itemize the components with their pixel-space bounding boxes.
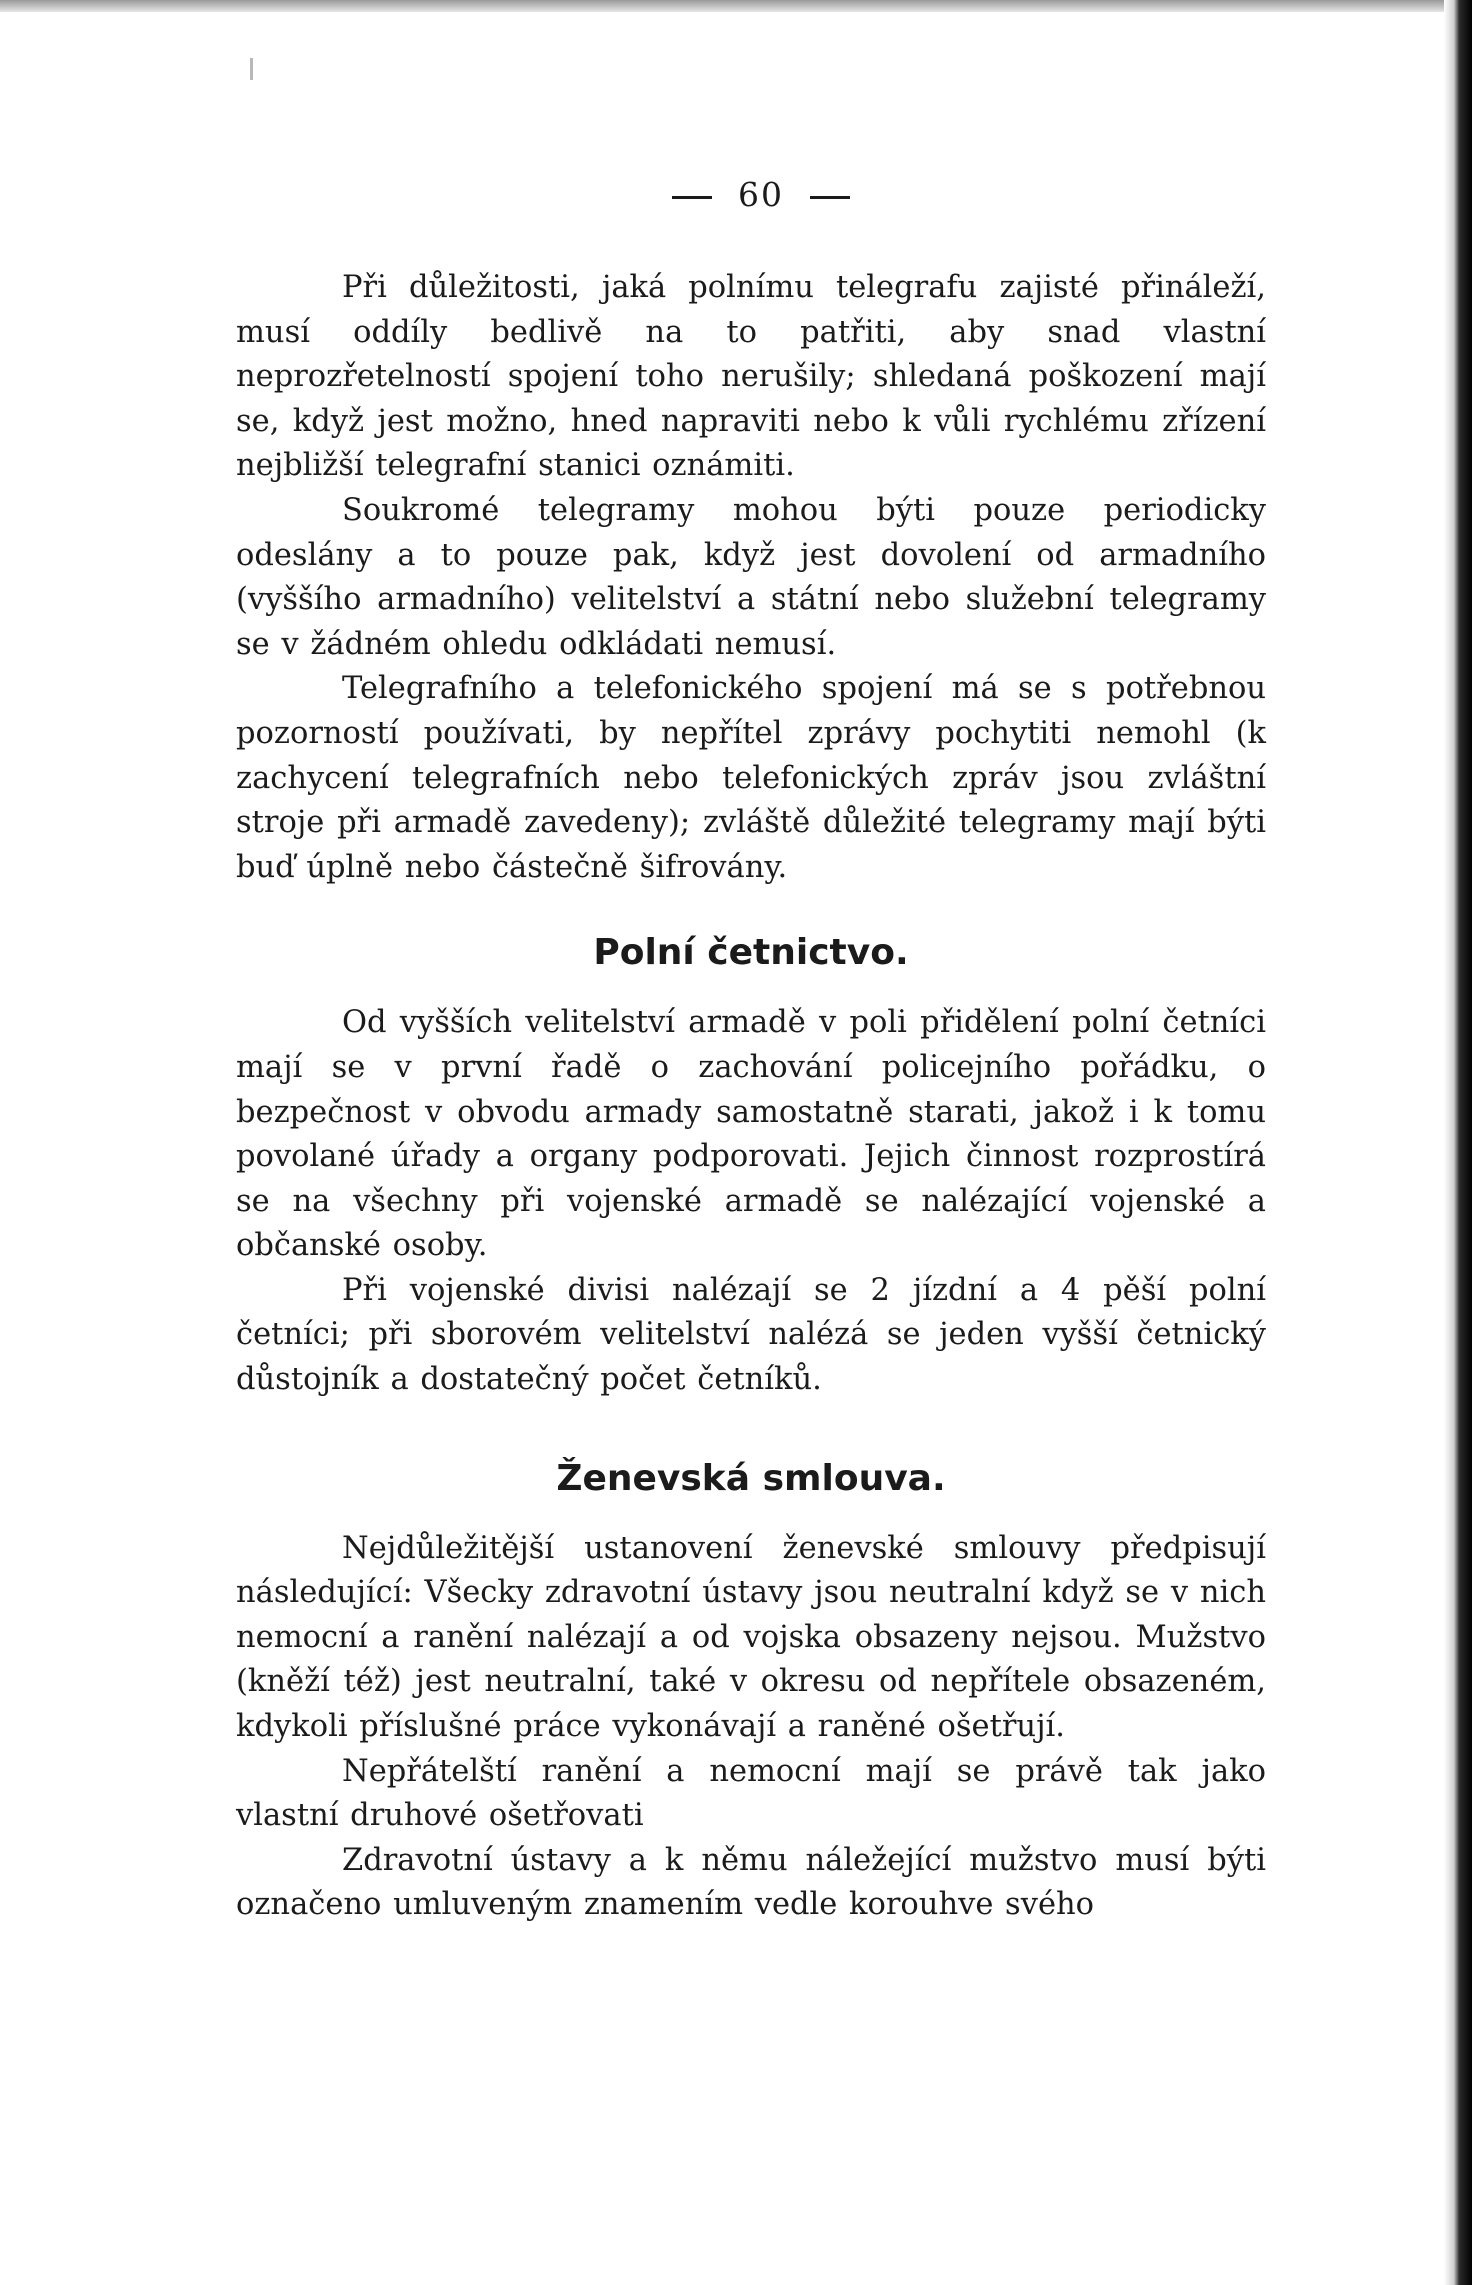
paragraph: Při vojenské divisi nalézají se 2 jízdní a 4 pěší polní četníci; při sborovém velitelství nalézá se jeden vyšší četnický důstojník a dostatečný počet četníků. (236, 1272, 1266, 1398)
page-number-line (256, 175, 1266, 214)
page-number-dash-right (810, 196, 850, 199)
paragraph: Nejdůležitější ustanovení ženevské smlouvy předpisují následující: Všecky zdravotní ústavy jsou neutralní když se v nich nemocní a ranění nalézají a od vojska obsazeny nejsou. Mužstvo (kněží též) jest neutralní, také v okresu od nepřítele obsazeném, kdykoli příslušné práce vykonávají a raněné ošetřují. (236, 1530, 1266, 1745)
page-number: 60 (738, 175, 784, 214)
paragraph: Při důležitosti, jaká polnímu telegrafu zajisté přináleží, musí oddíly bedlivě na to patřiti, aby snad vlastní neprozřetelností spojení toho nerušily; shledaná poškození mají se, když jest možno, hned napraviti nebo k vůli rychlému zřízení nejbližší telegrafní stanici oznámiti. (236, 270, 1266, 484)
section-heading-zenevska-smlouva: Ženevská smlouva. (556, 1457, 946, 1499)
section-polni-cetnictvo (236, 1001, 1266, 1402)
paragraph: Zdravotní ústavy a k němu náležející mužstvo musí býti označeno umluveným znamením vedle korouhve svého (236, 1842, 1266, 1923)
scan-edge-right (1444, 0, 1472, 2285)
page-body (236, 175, 1266, 1928)
paragraph: Telegrafního a telefonického spojení má se s potřebnou pozorností používati, by nepřítel zprávy pochytiti nemohl (k zachycení telegrafních nebo telefonických zpráv jsou zvláštní stroje při armadě zavedeny); zvláště důležité telegramy mají býti buď úplně nebo částečně šifrovány. (236, 671, 1266, 885)
scan-mark (250, 58, 253, 80)
section-zenevska-smlouva (236, 1527, 1266, 1928)
paragraph: Nepřátelští ranění a nemocní mají se právě tak jako vlastní druhové ošetřovati (236, 1753, 1266, 1834)
paragraph: Od vyšších velitelství armadě v poli přidělení polní četníci mají se v první řadě o zachování policejního pořádku, o bezpečnost v obvodu armady samostatně starati, jakož i k tomu povolané úřady a organy podporovati. Jejich činnost rozprostírá se na všechny při vojenské armadě se nalézající vojenské a občanské osoby. (236, 1005, 1266, 1264)
section-heading-polni-cetnictvo: Polní četnictvo. (593, 932, 909, 974)
paragraph: Soukromé telegramy mohou býti pouze periodicky odeslány a to pouze pak, když jest dovolení od armadního (vyššího armadního) velitelství a státní nebo služební telegramy se v žádném ohledu odkládati nemusí. (236, 492, 1266, 662)
section-telegraph (236, 266, 1266, 890)
scan-edge-top (0, 0, 1472, 12)
page-number-dash-left (672, 196, 712, 199)
